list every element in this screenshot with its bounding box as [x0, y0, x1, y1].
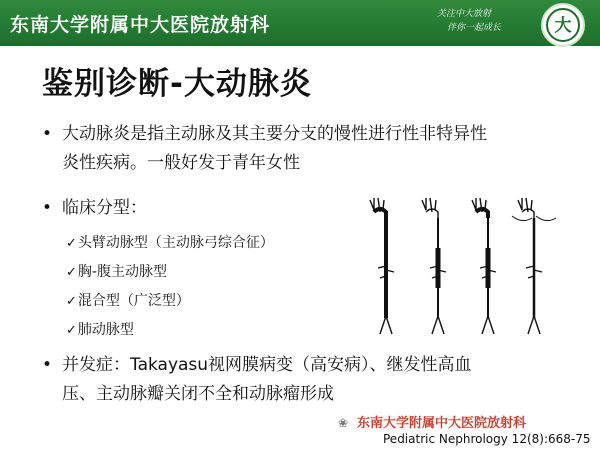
bullet-line: 炎性疾病。一般好发于青年女性 — [62, 153, 300, 173]
bullet-complications — [42, 351, 542, 409]
bullet-definition — [42, 120, 532, 178]
subtype-label: 头臂动脉型（主动脉弓综合征） — [77, 235, 274, 251]
slogan-line-2: 伴你一起成长 — [447, 23, 502, 33]
wechat-icon: ❀ — [338, 416, 349, 430]
aorta-figure-1 — [370, 198, 394, 334]
check-icon: ✓ — [66, 294, 77, 309]
bullet-line: 临床分型： — [62, 198, 147, 218]
slide-title: 鉴别诊断-大动脉炎 — [42, 66, 312, 102]
subtype-item — [66, 261, 167, 281]
aorta-figure-3 — [472, 198, 496, 334]
bullet-dot: • — [42, 355, 53, 375]
aorta-figure-4 — [512, 198, 556, 334]
subtype-item — [66, 319, 134, 339]
aorta-diagram-icon — [362, 188, 568, 338]
check-icon: ✓ — [66, 236, 77, 251]
slogan-line-1: 关注中大放射 — [437, 9, 492, 19]
bullet-line: 大动脉炎是指主动脉及其主要分支的慢性进行性非特异性 — [62, 124, 487, 144]
bullet-dot: • — [42, 198, 53, 218]
footer-watermark: 东南大学附属中大医院放射科 — [357, 416, 527, 431]
subtype-label: 混合型（广泛型） — [77, 293, 190, 309]
check-icon: ✓ — [66, 265, 77, 280]
subtype-label: 胸-腹主动脉型 — [77, 264, 167, 280]
check-icon: ✓ — [66, 323, 77, 338]
subtype-label: 肺动脉型 — [77, 322, 134, 338]
hospital-logo-icon — [541, 3, 585, 47]
aorta-figure-2 — [422, 198, 446, 334]
bullet-dot: • — [42, 124, 53, 144]
bullet-line: 并发症：Takayasu视网膜病变（高安病）、继发性高血 — [62, 355, 472, 375]
header-bar — [0, 0, 600, 46]
header-slogan — [437, 7, 501, 35]
bullet-classification — [42, 194, 147, 223]
subtype-item — [66, 232, 274, 252]
logo-glyph: 大 — [554, 16, 572, 36]
header-title: 东南大学附属中大医院放射科 — [10, 14, 271, 36]
subtype-item — [66, 290, 190, 310]
bullet-line: 压、主动脉瓣关闭不全和动脉瘤形成 — [62, 384, 334, 404]
citation: Pediatric Nephrology 12(8):668-75 — [383, 432, 591, 446]
